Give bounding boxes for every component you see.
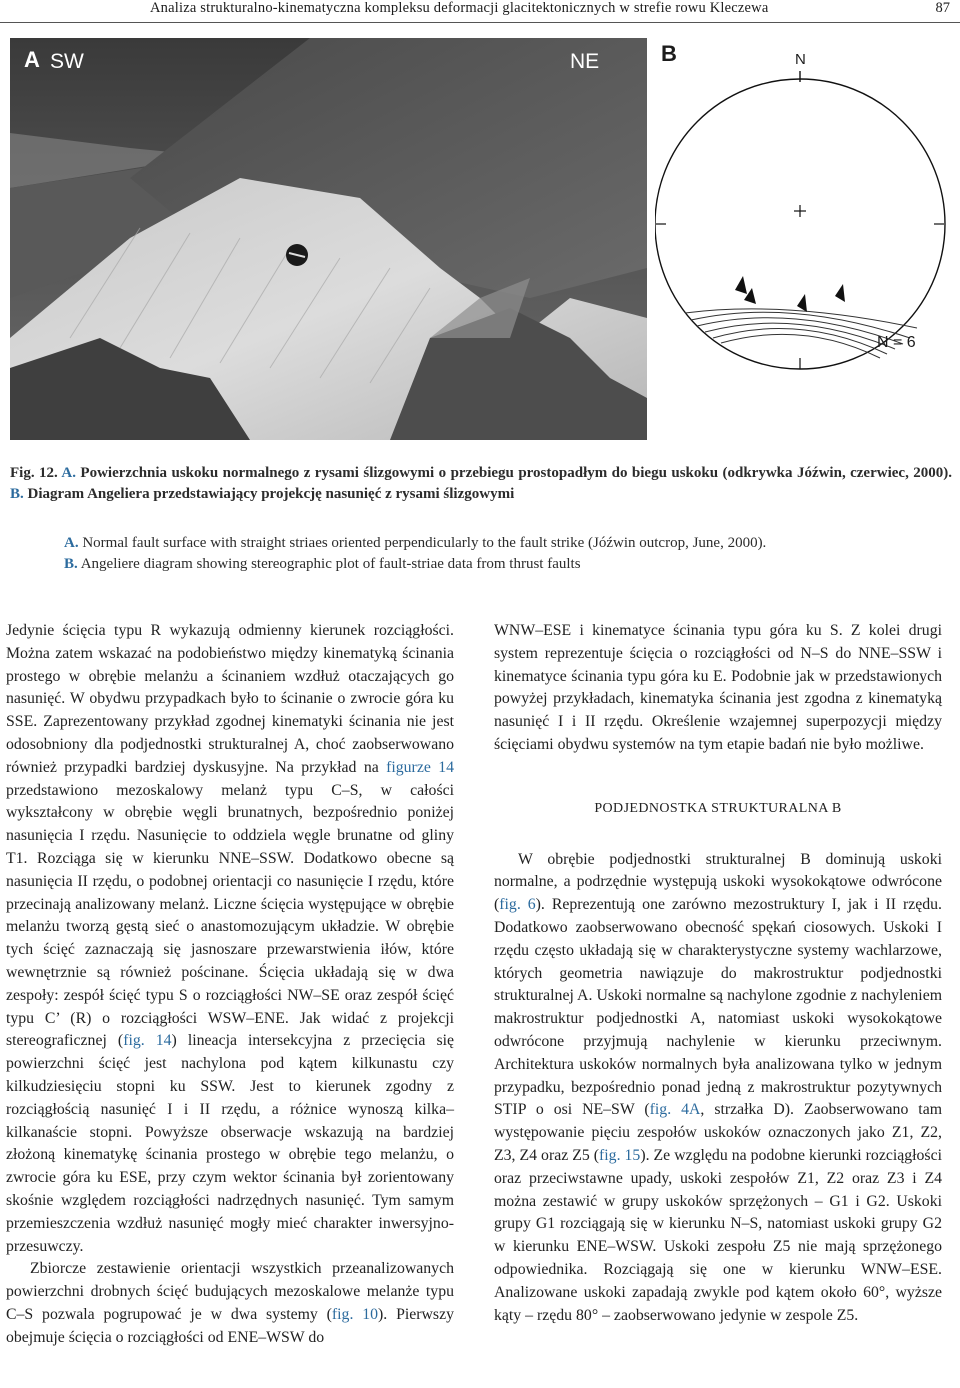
figure-caption-english	[10, 533, 952, 575]
north-label: N	[795, 51, 806, 68]
figure-reference-link[interactable]: fig. 4A	[649, 1101, 701, 1119]
text-run: przedstawiono mezoskalowy melanż typu C–S, w całości wykształcony w obrębie węgli brunatnych, bezpośrednio poniżej nasunięcia I rzędu. Nasunięcie to oddziela węgle brunatne od gliny T1. Rozciąga się w kierunku NNE–SSW. Dodatkowo obecne są nasunięcia II rzędu, o podobnej orientacji co nasunięcie I rzędu, które przecinają analizowany melanż. Liczne ścięcia występujące w obrębie melanżu tworzą gęstą sieć o anastomozującym układzie. W obrębie tych ścięć zaznaczają się jasnoszare przewarstwienia iłów, które wewnętrznie są również pościnane. Ścięcia układają się w dwa zespoły: zespół ścięć typu S o rozciągłości NW–SE oraz zespół ścięć typu C’ (R) o rozciągłości WSW–ENE. Jak widać z projekcji stereograficznej (	[6, 781, 454, 1050]
caption-en-a-text: Normal fault surface with straight striaes oriented perpendicularly to the fault strike (Jóźwin outcrop, June, 2000).	[82, 535, 767, 551]
figure-panel-b-stereonet	[655, 38, 950, 440]
figure-reference-link[interactable]: fig. 14	[123, 1032, 172, 1050]
text-run: ). Ze względu na podobne kierunki rozciągłości oraz przeciwstawne upady, uskoki zespołów Z1, Z2 oraz Z3 i Z4 można zestawić w grupy uskoków sprzężonych – G1 i G2. Uskoki grupy G1 rozciągają się w kierunku N–S, natomiast uskoki grupy G2 w kierunku ENE–WSW. Uskoki zespołu Z5 nie mają sprzężonego odpowiednika. Rozciągają się one w kierunku WNW–ESE. Analizowane uskoki zapadają zwykle pod kątem około 60°, wyższe kąty – rzędu 80° – zaobserwowano jedynie w zespole Z5.	[494, 1146, 942, 1324]
left-paragraph-1	[6, 620, 454, 1258]
right-paragraph-2	[494, 849, 942, 1328]
figure-caption-polish	[10, 463, 952, 505]
left-paragraph-2	[6, 1258, 454, 1349]
figure-reference-link[interactable]: fig. 6	[499, 896, 536, 914]
figure-reference-link[interactable]: figurze 14	[386, 758, 455, 776]
figure-panel-a-photo	[10, 38, 647, 440]
figure-reference-link[interactable]: fig. 10	[331, 1305, 379, 1323]
center-cross	[794, 205, 806, 217]
direction-ne-label: NE	[570, 50, 600, 73]
text-run: ) lineacja intersekcyjna z przecięcia się powierzchni ścięć jest nachylona pod kątem kilkunastu czy kilkudziesięciu stopni ku SSW. Jest to kierunek zgodny z rozciągłością nasunięć I i II rzędu, a różnice wynoszą kilka–kilkanaście stopni. Powyższe obserwacje wskazują na bardziej złożoną kinematykę ścinania prostego w obrębie tego melanżu, o zwrocie góra ku ESE, przy czym wektor ścinania był zorientowany skośnie względem rozciągłości nadrzędnych nasunięć. Tym samym przemieszczenia wzdłuż nasunięć mogły mieć charakter inwersyjno-przesuwczy.	[6, 1032, 454, 1255]
text-run: ). Pierwszy obejmuje ścięcia o rozciągłości od ENE–WSW do	[6, 1305, 454, 1346]
page-number: 87	[935, 0, 950, 16]
caption-en-b-text: Angeliere diagram showing stereographic plot of fault-striae data from thrust faults	[80, 556, 581, 572]
right-text-column	[494, 620, 942, 1327]
text-run: Jedynie ścięcia typu R wykazują odmienny kierunek rozciągłości. Można zatem wskazać na podobieństwo między kinematyką ścinania prostego w obrębie melanżu a ścinaniem wzdłuż otaczających go nasunięć. W obydwu przypadkach było to ścinanie o zwrocie góra ku SSE. Zaprezentowany przykład zgodnej kinematyki ścinania nie jest odosobniony dla podjednostki strukturalnej A, choć zaobserwowano również przypadki bardziej dyskusyjne. Na przykład na	[6, 622, 454, 776]
panel-a-label: A	[24, 47, 40, 72]
text-run: ). Reprezentują one zarówno mezostruktury I, jak i II rzędu. Dodatkowo zaobserwowano obecność spękań ciosowych. Uskoki I rzędu często układają się w charakterystyczne systemy wachlarzowe, których geometria nawiązuje do makrostruktur podjednostki strukturalnej A. Uskoki normalne są nachylone zgodnie z nachyleniem makrostruktur podjednostki A, natomiast uskoki wysokokątowe odwrócone przyjmują nachylenie w kierunku przeciwnym. Architektura uskoków normalnych była analizowana tylko w jednym przypadku, bezpośrednio ponad jedną z makrostruktur pozytywnych STIP o osi NE–SW (	[494, 896, 942, 1119]
right-paragraph-1: WNW–ESE i kinematyce ścinania typu góra ku S. Z kolei drugi system reprezentuje ścięcia o rozciągłości od N–S do NNE–SSW i kinematyce ścinania typu góra ku E. Podobnie jak w przedstawionych powyżej przykładach, kinematyka ścinania jest zgodna z kinematyką nasunięć I i II rzędu. Określenie wzajemnej superpozycji między ścięciami obydwu systemów na tym etapie badań nie było możliwe.	[494, 622, 942, 753]
text-run: , strzałka D). Zaobserwowano tam występowanie pięciu zespołów uskoków oznaczonych jako Z1, Z2, Z3, Z4 oraz Z5 (	[494, 1101, 942, 1164]
outcrop-photo-illustration	[10, 38, 647, 440]
direction-sw-label: SW	[50, 50, 84, 73]
section-heading: PODJEDNOSTKA STRUKTURALNA B	[594, 800, 842, 816]
caption-pl-b-label: B.	[10, 486, 24, 502]
text-run: W obrębie podjednostki strukturalnej B dominują uskoki normalne, a podrzędnie występują uskoki wysokokątowe odwrócone (	[494, 850, 942, 914]
caption-pl-b-text: Diagram Angeliera przedstawiający projekcję nasunięć z rysami ślizgowymi	[27, 486, 515, 502]
caption-en-a-label: A.	[64, 535, 79, 551]
caption-en-b-label: B.	[64, 556, 78, 572]
caption-fig-label: Fig. 12.	[10, 465, 58, 481]
striae-arrows	[735, 276, 845, 312]
text-run: Zbiorcze zestawienie orientacji wszystkich przeanalizowanych powierzchni drobnych ścięć budujących mezoskalowe melanże typu C–S pozwala pogrupować je w dwa systemy (	[6, 1260, 454, 1323]
left-text-column	[6, 620, 454, 1350]
running-title: Analiza strukturalno-kinematyczna kompleksu deformacji glacitektonicznych w strefie rowu Kleczewa	[150, 0, 769, 16]
angelier-diagram	[655, 38, 950, 440]
header-rule	[0, 22, 960, 23]
figure-reference-link[interactable]: fig. 15	[599, 1146, 641, 1164]
caption-pl-a-label: A.	[61, 465, 76, 481]
caption-pl-a-text: Powierzchnia uskoku normalnego z rysami ślizgowymi o przebiegu prostopadłym do biegu uskoku (odkrywka Jóźwin, czerwiec, 2000).	[80, 465, 952, 481]
panel-b-label: B	[661, 41, 677, 66]
count-label: N = 6	[877, 334, 916, 351]
